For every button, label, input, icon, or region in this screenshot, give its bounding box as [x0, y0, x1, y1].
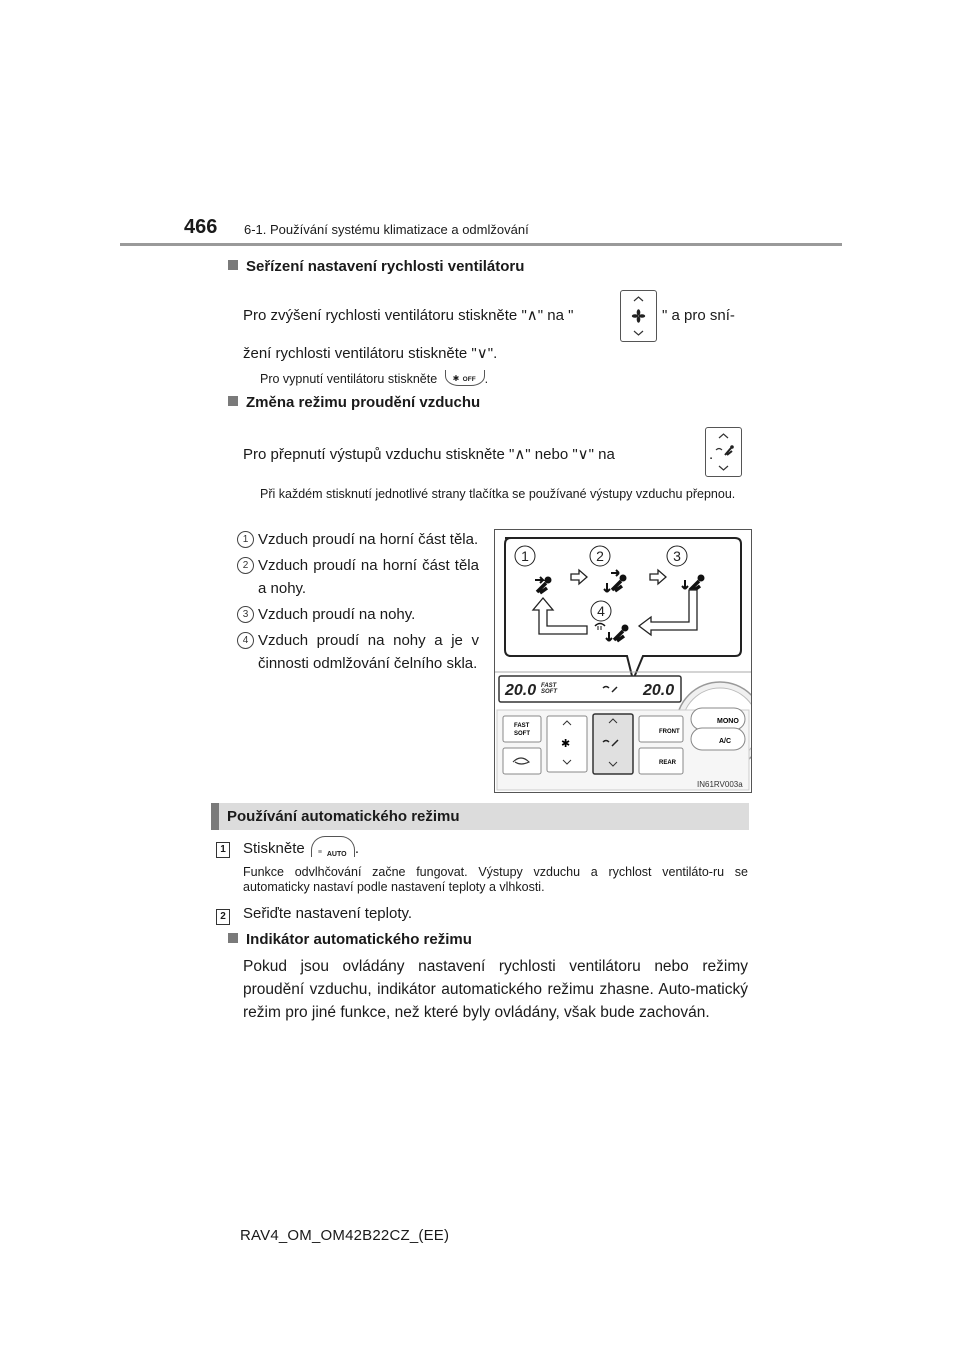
document-code: RAV4_OM_OM42B22CZ_(EE) — [240, 1227, 450, 1244]
fan-speed-button-image — [620, 290, 657, 342]
step-2-number: 2 — [216, 906, 230, 925]
fast-soft-button — [503, 716, 541, 742]
callout-4: 4 — [597, 603, 605, 619]
square-bullet-icon — [228, 396, 238, 406]
svg-text:A/C: A/C — [719, 738, 732, 745]
fan-small-icon: ✱ — [452, 374, 460, 383]
auto-mode-section-bar — [211, 803, 749, 830]
fan-off-note: Pro vypnutí ventilátoru stiskněte ✱ OFF . — [260, 372, 489, 386]
fan-speed-text-line1-end: " a pro sní- — [662, 307, 735, 324]
callout-3: 3 — [673, 548, 681, 564]
svg-text:REAR: REAR — [659, 760, 677, 766]
fan-panel-icon: ✱ — [561, 738, 571, 750]
list-item: 4 Vzduch proudí na nohy a je v činnosti odmlžování čelního skla. — [237, 629, 479, 675]
display-fast: FAST — [541, 683, 557, 689]
svg-text:SOFT: SOFT — [514, 731, 530, 737]
indicator-text: Pokud jsou ovládány nastavení rychlosti ventilátoru nebo režimy proudění vzduchu, indikátor automatického režimu zhasne. Auto-matický režim pro jiné funkce, než které byly ovládány, však bude zachován. — [243, 958, 748, 1021]
off-button-image: ✱ OFF — [445, 370, 485, 386]
figure-id: IN61RV003a — [697, 780, 743, 789]
airflow-list — [237, 528, 479, 675]
recirculation-button — [503, 748, 541, 774]
svg-text:MONO: MONO — [717, 718, 739, 725]
chapter-title: 6-1. Používání systému klimatizace a odmlžování — [244, 222, 529, 237]
square-bullet-icon — [228, 933, 238, 943]
airflow-period: . — [709, 446, 714, 463]
indicator-heading: Indikátor automatického režimu — [228, 931, 472, 948]
airflow-note: Při každém stisknutí jednotlivé strany tlačítka se používané výstupy vzduchu přepnou. — [260, 487, 736, 501]
step-1-number: 1 — [216, 839, 230, 858]
airflow-mode-heading: Změna režimu proudění vzduchu — [228, 394, 480, 411]
callout-2: 2 — [596, 548, 604, 564]
display-soft: SOFT — [541, 689, 557, 695]
list-item: 3 Vzduch proudí na nohy. — [237, 603, 479, 626]
svg-text:FAST: FAST — [514, 723, 530, 729]
step-1-note: Funkce odvlhčování začne fungovat. Výstupy vzduchu a rychlost ventiláto-ru se automaticky nastaví podle nastavení teploty a vlhkosti. — [243, 865, 748, 894]
fan-speed-heading: Seřízení nastavení rychlosti ventilátoru — [228, 258, 524, 275]
auto-button-image: ≡ AUTO — [311, 836, 355, 857]
square-bullet-icon — [228, 260, 238, 270]
step-2-text: Seřiďte nastavení teploty. — [243, 905, 413, 922]
header-rule — [120, 243, 842, 246]
auto-mode-section-title: Používání automatického režimu — [227, 808, 460, 825]
airflow-figure — [494, 529, 752, 793]
page-number: 466 — [184, 216, 218, 238]
step-1-text: Stiskněte ≡ AUTO . — [243, 836, 359, 859]
callout-1: 1 — [521, 548, 529, 564]
svg-text:FRONT: FRONT — [659, 729, 680, 735]
ac-button — [691, 728, 745, 750]
fan-speed-text-line1: Pro zvýšení rychlosti ventilátoru stiskněte "∧" na " — [243, 307, 574, 324]
display-left-temp: 20.0 — [505, 682, 537, 699]
list-item: 2 Vzduch proudí na horní část těla a nohy. — [237, 554, 479, 600]
fan-speed-text-line2: žení rychlosti ventilátoru stiskněte "∨". — [243, 345, 498, 362]
airflow-mode-text: Pro přepnutí výstupů vzduchu stiskněte "∧" nebo "∨" na — [243, 446, 615, 463]
fan-button-icon — [621, 291, 656, 341]
display-right-temp: 20.0 — [643, 682, 675, 699]
list-item: 1 Vzduch proudí na horní část těla. — [237, 528, 479, 551]
airflow-diagram — [495, 530, 751, 792]
